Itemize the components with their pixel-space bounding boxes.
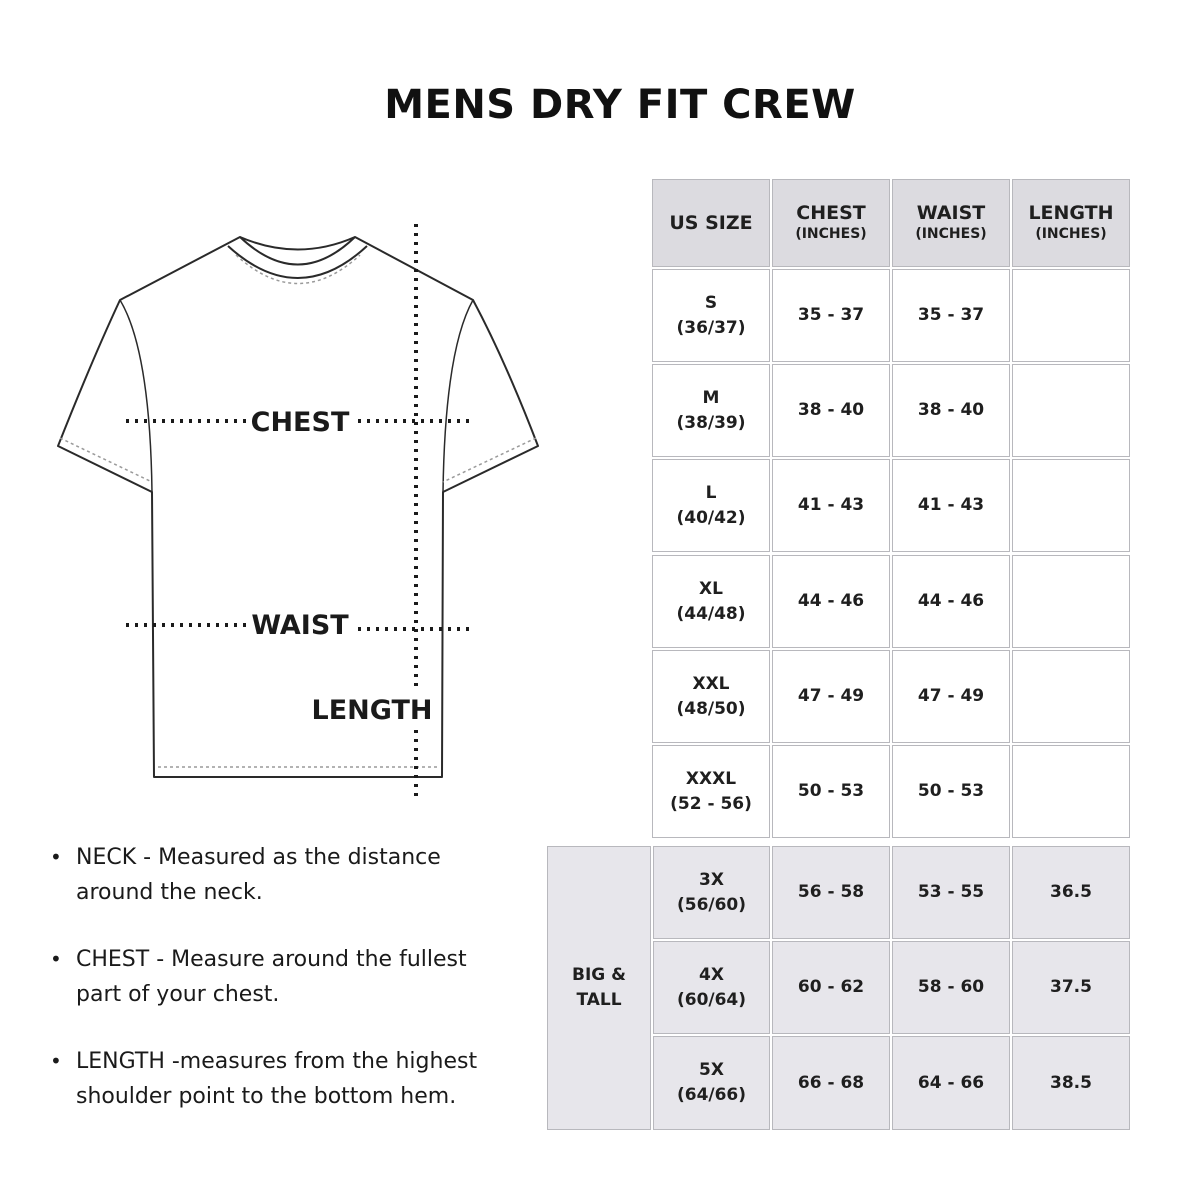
length-cell xyxy=(1012,364,1130,457)
size-alt: (52 - 56) xyxy=(670,793,752,814)
size-cell xyxy=(652,269,770,362)
length-cell: 36.5 xyxy=(1012,846,1130,939)
waist-cell: 35 - 37 xyxy=(892,269,1010,362)
waist-cell: 38 - 40 xyxy=(892,364,1010,457)
group-label-line: BIG & xyxy=(572,965,626,985)
header-main: WAIST xyxy=(916,202,986,224)
length-cell xyxy=(1012,745,1130,838)
waist-cell: 41 - 43 xyxy=(892,459,1010,552)
chest-cell: 41 - 43 xyxy=(772,459,890,552)
size-label: 5X xyxy=(699,1060,724,1080)
waist-cell: 47 - 49 xyxy=(892,650,1010,743)
waist-label: WAIST xyxy=(251,610,349,641)
size-cell xyxy=(652,650,770,743)
note-line: part of your chest. xyxy=(76,982,280,1007)
page-title: MENS DRY FIT CREW xyxy=(384,82,856,128)
note-line: around the neck. xyxy=(76,880,263,905)
tshirt-diagram xyxy=(0,200,560,820)
note-chest xyxy=(46,942,546,1012)
chest-cell: 38 - 40 xyxy=(772,364,890,457)
chest-label: CHEST xyxy=(250,407,350,438)
chest-cell: 56 - 58 xyxy=(772,846,890,939)
chest-cell: 35 - 37 xyxy=(772,269,890,362)
tshirt-outline xyxy=(58,237,538,777)
size-alt: (38/39) xyxy=(676,412,746,433)
waist-cell: 44 - 46 xyxy=(892,555,1010,648)
note-neck xyxy=(46,840,546,910)
size-label: 4X xyxy=(699,964,724,985)
header-sub: (INCHES) xyxy=(915,226,987,242)
size-cell xyxy=(652,555,770,648)
chest-cell: 47 - 49 xyxy=(772,650,890,743)
waist-cell: 64 - 66 xyxy=(892,1036,1010,1130)
length-cell: 38.5 xyxy=(1012,1036,1130,1130)
big-tall-group-label xyxy=(547,846,651,1130)
waist-cell: 58 - 60 xyxy=(892,941,1010,1034)
size-alt: (60/64) xyxy=(676,989,747,1010)
size-label: L xyxy=(705,482,717,503)
size-alt: (44/48) xyxy=(676,603,746,624)
note-length xyxy=(46,1044,546,1114)
size-cell xyxy=(653,846,770,939)
waist-cell: 53 - 55 xyxy=(892,846,1010,939)
waist-cell: 50 - 53 xyxy=(892,745,1010,838)
size-label: M xyxy=(702,387,720,408)
size-cell xyxy=(652,459,770,552)
length-cell: 37.5 xyxy=(1012,941,1130,1034)
size-label: XL xyxy=(699,578,723,599)
chest-cell: 66 - 68 xyxy=(772,1036,890,1130)
header-sub: (INCHES) xyxy=(1035,226,1107,242)
size-alt: (48/50) xyxy=(676,698,746,719)
size-cell xyxy=(653,1036,770,1130)
length-cell xyxy=(1012,269,1130,362)
size-cell xyxy=(653,941,770,1034)
bullet-icon: • xyxy=(50,845,62,869)
size-alt: (64/66) xyxy=(676,1085,747,1105)
length-cell xyxy=(1012,650,1130,743)
size-alt: (36/37) xyxy=(676,317,746,338)
bullet-icon: • xyxy=(50,1049,62,1073)
header-us-size xyxy=(652,179,770,267)
header-main: US SIZE xyxy=(669,212,753,234)
chest-cell: 44 - 46 xyxy=(772,555,890,648)
header-main: LENGTH xyxy=(1028,202,1114,224)
header-main: CHEST xyxy=(796,202,866,224)
size-cell xyxy=(652,745,770,838)
size-alt: (40/42) xyxy=(676,507,746,528)
length-label: LENGTH xyxy=(311,695,433,726)
header-chest xyxy=(772,179,890,267)
note-line: NECK - Measured as the distance xyxy=(76,845,441,870)
bullet-icon: • xyxy=(50,947,62,971)
size-label: XXXL xyxy=(685,768,737,789)
header-sub: (INCHES) xyxy=(795,226,867,242)
size-label: S xyxy=(704,292,718,313)
measurement-notes xyxy=(46,840,546,1146)
size-cell xyxy=(652,364,770,457)
header-waist xyxy=(892,179,1010,267)
size-alt: (56/60) xyxy=(676,894,747,915)
note-line: LENGTH -measures from the highest xyxy=(76,1049,478,1074)
group-label-line: TALL xyxy=(576,990,622,1010)
size-label: XXL xyxy=(692,673,730,694)
length-cell xyxy=(1012,459,1130,552)
header-length xyxy=(1012,179,1130,267)
note-line: shoulder point to the bottom hem. xyxy=(76,1084,457,1109)
note-line: CHEST - Measure around the fullest xyxy=(76,947,467,972)
size-label: 3X xyxy=(699,869,724,890)
chest-cell: 60 - 62 xyxy=(772,941,890,1034)
chest-cell: 50 - 53 xyxy=(772,745,890,838)
length-cell xyxy=(1012,555,1130,648)
